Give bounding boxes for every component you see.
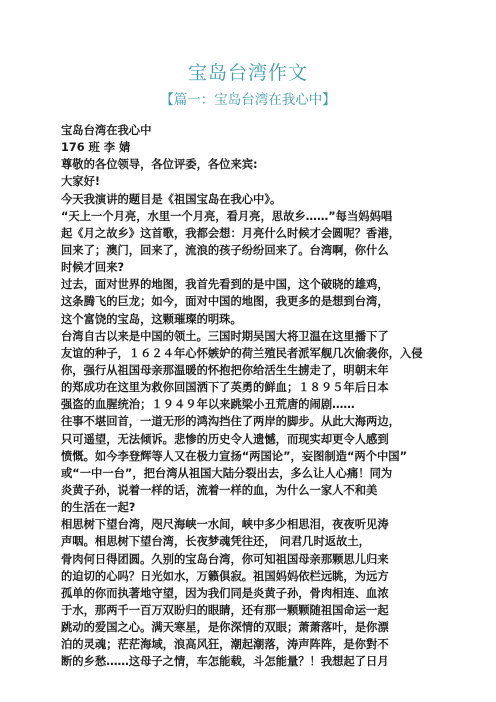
essay-line: 今天我演讲的题目是《祖国宝岛在我心中》。 [61, 192, 282, 206]
essay-line: 骨肉何日得团圆。久别的宝岛台湾，你可知祖国母亲那颗思儿归来 [61, 552, 389, 566]
essay-line: 友谊的种子，１６２４年心怀嫉妒的荷兰殖民者派军舰几次偷袭你，入侵 [61, 346, 423, 360]
essay-line: 泊的灵魂；茫茫海域，浪高风狂，潮起潮落，涛声阵阵，是你對不 [61, 638, 389, 652]
document-title: 宝岛台湾作文 [187, 62, 308, 84]
essay-line: 台湾自古以来是中国的领土。三国时期吴国大将卫温在这里播下了 [61, 329, 389, 343]
essay-line: 你，强行从祖国母亲那温暖的怀抱把你给活生生掳走了，明朝末年 [61, 363, 389, 377]
essay-line: 起《月之故乡》这首歌，我都会想：月亮什么时候才会圆呢？香港， [61, 226, 400, 240]
essay-line: 这个富饶的宝岛，这颗璀璨的明珠。 [61, 312, 242, 326]
essay-line: 跳动的爱国之心。满天寒星，是你深情的双眼；萧萧落叶，是你漂 [61, 621, 389, 635]
essay-line: 于水，那两千一百万双盼归的眼睛，还有那一颗颗随祖国命运一起 [61, 603, 389, 617]
essay-line: 的郑成功在这里为救你回国洒下了英勇的鲜血；１８９５年后日本 [61, 381, 389, 395]
essay-line: 大家好! [61, 175, 101, 189]
essay-line: 往事不堪回首，一道无形的鸿沟挡住了两岸的脚步。从此大海两边， [61, 415, 400, 429]
essay-line: 强盗的血腥统治；１９４９年以来跳梁小丑荒唐的闹剧…… [61, 398, 355, 412]
essay-line: 176 班 李 婧 [61, 141, 131, 155]
essay-line: 的生活在一起? [61, 501, 136, 515]
essay-line: 炎黄子孙，说着一样的话，流着一样的血，为什么一家人不和美 [61, 483, 378, 497]
essay-line: 只可遥望，无法倾诉。悲惨的历史令人遗憾，而现实却更令人感到 [61, 432, 389, 446]
essay-line: 断的乡愁……这母子之情，车怎能载，斗怎能量？！我想起了日月 [61, 655, 389, 669]
essay-line: 过去，面对世界的地图，我首先看到的是中国，这个破晓的雄鸡， [61, 278, 389, 292]
essay-line: 的迫切的心吗？日光如水，万籁俱寂。祖国妈妈依栏远眺，为远方 [61, 569, 389, 583]
essay-line: 回来了；澳门，回来了，流浪的孩子纷纷回来了。台湾啊，你什么 [61, 243, 389, 257]
essay-body [61, 122, 441, 671]
essay-line: 宝岛台湾在我心中 [61, 124, 152, 137]
essay-line: “天上一个月亮，水里一个月亮，看月亮，思故乡……”每当妈妈唱 [61, 209, 393, 223]
essay-line: 时候才回来? [61, 261, 125, 275]
essay-line: 愤慨。如今李登辉等人又在极力宣扬“两国论”，妄图制造“两个中国” [61, 449, 408, 463]
essay-line: 尊敬的各位领导，各位评委，各位来宾: [61, 158, 258, 172]
document-subtitle: 【篇一：宝岛台湾在我心中】 [160, 92, 336, 108]
essay-line: 相思树下望台湾，咫尺海峡一水间，峡中多少相思泪，夜夜听见涛 [61, 518, 389, 532]
essay-line: 声咽。相思树下望台湾，长夜梦魂凭往还， 问君几时返故土， [61, 535, 370, 549]
essay-line: 这条腾飞的巨龙；如今，面对中国的地图，我更多的是想到台湾， [61, 295, 389, 309]
essay-line: 或“一中一台”，把台湾从祖国大陆分裂出去，多么让人心痛！同为 [61, 466, 393, 480]
essay-line: 孤单的你而执著地守望，因为我们同是炎黄子孙，骨肉相连、血浓 [61, 586, 389, 600]
